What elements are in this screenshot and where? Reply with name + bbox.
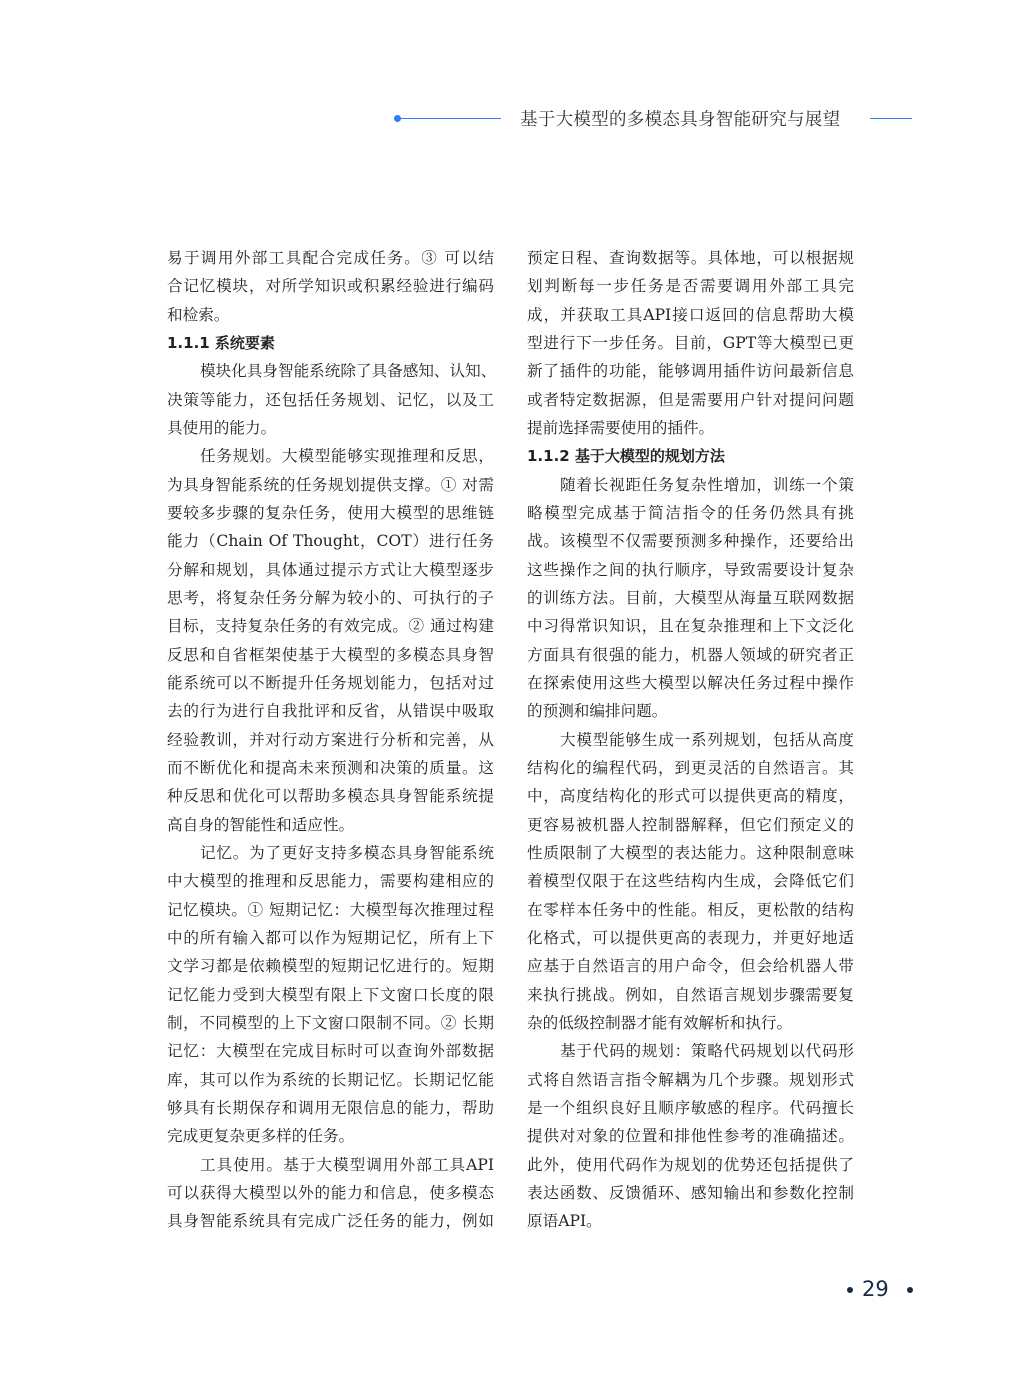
text-line: 反思和自省框架使基于大模型的多模态具身智 (167, 645, 494, 664)
text-line: 中，高度结构化的形式可以提供更高的精度， (527, 787, 854, 806)
text-line: 记忆。为了更好支持多模态具身智能系统 (200, 843, 494, 862)
text-line: 制，不同模型的上下文窗口限制不同。② 长期 (167, 1013, 494, 1032)
text-line: 在零样本任务中的性能。相反，更松散的结构 (527, 900, 854, 919)
section-heading: 1.1.1 系统要素 (167, 333, 275, 352)
text-line: 模块化具身智能系统除了具备感知、认知、 (200, 362, 497, 381)
text-line: 记忆模块。① 短期记忆：大模型每次推理过程 (167, 900, 494, 919)
page-number: 29 (862, 1277, 889, 1301)
text-line: 成，并获取工具API接口返回的信息帮助大模 (527, 305, 854, 324)
text-line: 思考，将复杂任务分解为较小的、可执行的子 (167, 588, 494, 607)
text-line: 来执行挑战。例如，自然语言规划步骤需要复 (527, 985, 854, 1004)
text-line: 预定日程、查询数据等。具体地，可以根据规 (527, 249, 854, 267)
text-line: 提前选择需要使用的插件。 (527, 418, 715, 437)
text-line: 是一个组织良好且顺序敏感的程序。代码擅长 (527, 1098, 854, 1117)
text-line: 在探索使用这些大模型以解决任务过程中操作 (527, 673, 854, 692)
text-line: 或者特定数据源，但是需要用户针对提问问题 (527, 390, 854, 409)
paragraph (527, 471, 854, 726)
text-line: 方面具有很强的能力，机器人领域的研究者正 (527, 645, 854, 664)
text-line: 够具有长期保存和调用无限信息的能力，帮助 (167, 1098, 494, 1117)
text-line: 这些操作之间的执行顺序，导致需要设计复杂 (527, 560, 854, 579)
text-line: 文学习都是依赖模型的短期记忆进行的。短期 (167, 957, 494, 976)
text-line: 着模型仅限于在这些结构内生成，会降低它们 (527, 872, 854, 891)
paragraph (167, 357, 497, 442)
text-line: 的预测和编排问题。 (527, 702, 668, 721)
running-header-title: 基于大模型的多模态具身智能研究与展望 (520, 110, 841, 130)
text-line: 要较多步骤的复杂任务，使用大模型的思维链 (167, 503, 494, 522)
text-line: 完成更复杂更多样的任务。 (167, 1127, 355, 1146)
paragraph (167, 839, 494, 1151)
text-line: 的训练方法。目前，大模型从海量互联网数据 (527, 588, 854, 607)
text-line: 随着长视距任务复杂性增加，训练一个策 (560, 475, 854, 494)
text-line: 分解和规划，具体通过提示方式让大模型逐步 (167, 560, 494, 579)
text-line: 中大模型的推理和反思能力，需要构建相应的 (167, 872, 494, 891)
text-line: 结构化的编程代码，到更灵活的自然语言。其 (527, 758, 854, 777)
text-line: 任务规划。大模型能够实现推理和反思， (200, 447, 494, 466)
text-line: 记忆能力受到大模型有限上下文窗口长度的限 (167, 985, 494, 1004)
text-line: 此外，使用代码作为规划的优势还包括提供了 (527, 1155, 854, 1174)
header-rule-right (870, 118, 912, 119)
text-line: 具身智能系统具有完成广泛任务的能力，例如 (167, 1212, 494, 1231)
text-line: 大模型能够生成一系列规划，包括从高度 (560, 730, 854, 749)
paragraph (527, 244, 854, 442)
text-line: 化格式，可以提供更高的表现力，并更好地适 (527, 928, 854, 947)
text-line: 中习得常识知识，且在复杂推理和上下文泛化 (527, 617, 854, 636)
paragraph (527, 1037, 854, 1235)
text-line: 表达函数、反馈循环、感知输出和参数化控制 (527, 1183, 854, 1202)
text-line: 型进行下一步任务。目前，GPT等大模型已更 (527, 333, 854, 352)
text-line: 可以获得大模型以外的能力和信息，使多模态 (167, 1183, 494, 1202)
text-line: 中的所有输入都可以作为短期记忆，所有上下 (167, 928, 494, 947)
text-line: 更容易被机器人控制器解释，但它们预定义的 (527, 815, 854, 834)
text-line: 原语API。 (527, 1212, 602, 1231)
text-line: 能力（Chain Of Thought，COT）进行任务 (167, 532, 494, 551)
header-rule-left (398, 118, 501, 119)
text-column-left (167, 244, 497, 1235)
page-number-dot-right-icon (907, 1287, 913, 1293)
text-line: 战。该模型不仅需要预测多种操作，还要给出 (527, 532, 854, 551)
text-line: 高自身的智能性和适应性。 (167, 815, 355, 834)
text-line: 应基于自然语言的用户命令，但会给机器人带 (527, 957, 854, 976)
paragraph (167, 1151, 494, 1236)
paragraph (167, 442, 494, 839)
text-line: 略模型完成基于简洁指令的任务仍然具有挑 (527, 503, 854, 522)
text-line: 合记忆模块，对所学知识或积累经验进行编码 (167, 277, 494, 296)
text-line: 新了插件的功能，能够调用插件访问最新信息 (527, 362, 854, 381)
text-line: 而不断优化和提高未来预测和决策的质量。这 (167, 758, 494, 777)
text-line: 杂的低级控制器才能有效解析和执行。 (527, 1013, 793, 1032)
text-line: 记忆：大模型在完成目标时可以查询外部数据 (167, 1042, 494, 1061)
text-line: 性质限制了大模型的表达能力。这种限制意味 (527, 843, 854, 862)
text-line: 工具使用。基于大模型调用外部工具API (200, 1155, 494, 1174)
text-line: 种反思和优化可以帮助多模态具身智能系统提 (167, 787, 494, 806)
text-line: 决策等能力，还包括任务规划、记忆，以及工 (167, 390, 494, 409)
text-line: 具使用的能力。 (167, 418, 277, 437)
paragraph (527, 726, 854, 1038)
text-line: 和检索。 (167, 305, 230, 324)
text-line: 库，其可以作为系统的长期记忆。长期记忆能 (167, 1070, 494, 1089)
text-line: 目标，支持复杂任务的有效完成。② 通过构建 (167, 617, 494, 636)
paragraph (167, 244, 494, 329)
text-line: 提供对对象的位置和排他性参考的准确描述。 (527, 1127, 854, 1146)
text-line: 能系统可以不断提升任务规划能力，包括对过 (167, 673, 494, 692)
text-line: 划判断每一步任务是否需要调用外部工具完 (527, 277, 854, 296)
section-heading: 1.1.2 基于大模型的规划方法 (527, 447, 725, 466)
text-line: 经验教训，并对行动方案进行分析和完善，从 (167, 730, 494, 749)
page-number-dot-left-icon (847, 1287, 853, 1293)
text-line: 易于调用外部工具配合完成任务。③ 可以结 (167, 249, 494, 267)
text-column-right (527, 244, 854, 1235)
text-line: 式将自然语言指令解耦为几个步骤。规划形式 (527, 1070, 854, 1089)
text-line: 去的行为进行自我批评和反省，从错误中吸取 (167, 702, 494, 721)
text-line: 为具身智能系统的任务规划提供支撑。① 对需 (167, 475, 494, 494)
text-line: 基于代码的规划：策略代码规划以代码形 (560, 1042, 854, 1061)
